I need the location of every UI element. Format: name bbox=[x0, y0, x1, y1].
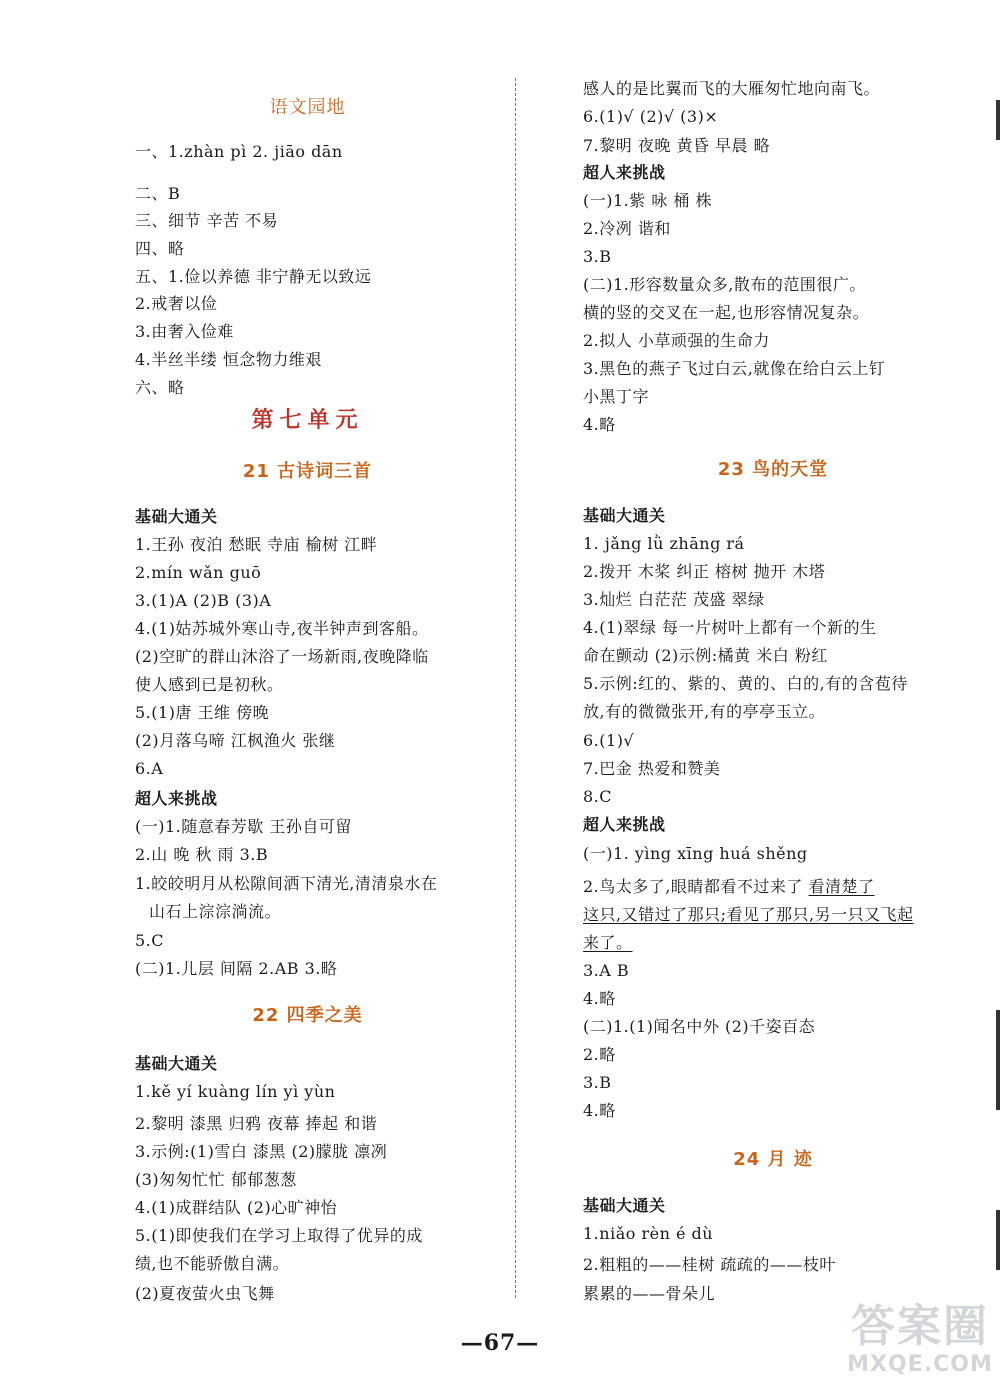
answer-line: 4.(1)成群结队 (2)心旷神怡 bbox=[135, 1198, 338, 1217]
answer-line: 3.A B bbox=[583, 961, 630, 980]
scan-edge-mark bbox=[996, 100, 1000, 140]
lesson-24-title: 24 月 迹 bbox=[733, 1149, 813, 1170]
watermark-url-text: MXQE.COM bbox=[847, 1352, 993, 1377]
answer-line: 3.B bbox=[583, 247, 612, 266]
answer-line: 绩,也不能骄傲自满。 bbox=[135, 1254, 290, 1273]
lesson-23-title: 23 鸟的天堂 bbox=[717, 459, 829, 480]
scan-edge-mark bbox=[996, 1210, 1000, 1270]
answer-line: 4.(1)翠绿 每一片树叶上都有一个新的生 bbox=[583, 618, 877, 637]
answer-line: 2.粗粗的——桂树 疏疏的——枝叶 bbox=[583, 1255, 836, 1274]
answer-line: 一、1.zhàn pì 2. jiāo dān bbox=[135, 142, 343, 161]
section-label-challenge: 超人来挑战 bbox=[583, 163, 666, 182]
page-number: —67— bbox=[460, 1330, 540, 1356]
answer-line: 二、B bbox=[135, 184, 181, 203]
answer-line: 三、细节 辛苦 不易 bbox=[135, 211, 279, 230]
column-divider bbox=[515, 78, 517, 1298]
answer-line: 2.戒奢以俭 bbox=[135, 294, 218, 313]
answer-line: (一)1.紫 咏 桶 株 bbox=[583, 191, 713, 210]
scan-edge-mark bbox=[996, 1010, 1000, 1110]
answer-line: 1. jǎng lǜ zhāng rá bbox=[583, 534, 745, 553]
answer-line: (一)1. yìng xīng huá shěng bbox=[583, 844, 808, 863]
answer-line: (2)夏夜萤火虫飞舞 bbox=[135, 1284, 275, 1303]
answer-line: (2)月落乌啼 江枫渔火 张继 bbox=[135, 731, 336, 750]
answer-line: 5.(1)即使我们在学习上取得了优异的成 bbox=[135, 1226, 423, 1245]
answer-line: 2.拟人 小草顽强的生命力 bbox=[583, 331, 770, 350]
site-watermark bbox=[845, 1302, 995, 1378]
answer-line: 7.巴金 热爱和赞美 bbox=[583, 759, 721, 778]
answer-line: 2.mín wǎn guō bbox=[135, 563, 262, 582]
answer-line: 3.B bbox=[583, 1073, 612, 1092]
answer-line: 使人感到已是初秋。 bbox=[135, 675, 284, 694]
answer-line: 2.黎明 漆黑 归鸦 夜幕 捧起 和谐 bbox=[135, 1114, 378, 1133]
answer-line: 3.由奢入俭难 bbox=[135, 322, 234, 341]
lesson-21-title: 21 古诗词三首 bbox=[242, 461, 373, 482]
answer-line: 3.灿烂 白茫茫 茂盛 翠绿 bbox=[583, 590, 765, 609]
answer-line: 横的竖的交叉在一起,也形容情况复杂。 bbox=[583, 303, 870, 322]
section-label-basics: 基础大通关 bbox=[135, 1054, 218, 1073]
section-label-challenge: 超人来挑战 bbox=[583, 815, 666, 834]
answer-line: 2.冷冽 谐和 bbox=[583, 219, 671, 238]
answer-line: 3.(1)A (2)B (3)A bbox=[135, 591, 272, 610]
unit-title: 第七单元 bbox=[251, 407, 364, 433]
answer-line: 2.略 bbox=[583, 1045, 616, 1064]
answer-line: (2)空旷的群山沐浴了一场新雨,夜晚降临 bbox=[135, 647, 429, 666]
answer-line: 命在颤动 (2)示例:橘黄 米白 粉红 bbox=[583, 646, 828, 665]
answer-line: 5.(1)唐 王维 傍晚 bbox=[135, 703, 270, 722]
answer-line: (二)1.(1)闻名中外 (2)千姿百态 bbox=[583, 1017, 816, 1036]
answer-line: 4.(1)姑苏城外寒山寺,夜半钟声到客船。 bbox=[135, 619, 429, 638]
answer-line: (一)1.随意春芳歇 王孙自可留 bbox=[135, 817, 352, 836]
answer-line: 1.王孙 夜泊 愁眠 寺庙 榆树 江畔 bbox=[135, 535, 378, 554]
answer-line: 6.A bbox=[135, 759, 164, 778]
answer-line: 2.拨开 木桨 纠正 榕树 抛开 木塔 bbox=[583, 562, 826, 581]
heading-yuwen-yuandi: 语文园地 bbox=[269, 97, 346, 118]
answer-line: 6.(1)√ (2)√ (3)× bbox=[583, 107, 719, 126]
underlined-answer-line: 这只,又错过了那只;看见了那只,另一只又飞起 bbox=[583, 905, 914, 924]
answer-line: 4.略 bbox=[583, 415, 616, 434]
answer-line: 五、1.俭以养德 非宁静无以致远 bbox=[135, 267, 372, 286]
answer-line: (3)匆匆忙忙 郁郁葱葱 bbox=[135, 1170, 297, 1189]
answer-line: 小黑丁字 bbox=[583, 387, 650, 406]
lesson-22-title: 22 四季之美 bbox=[252, 1005, 363, 1026]
answer-line: 放,有的微微张开,有的亭亭玉立。 bbox=[583, 702, 826, 721]
answer-line: 感人的是比翼而飞的大雁匆忙地向南飞。 bbox=[583, 79, 881, 98]
answer-line: 3.黑色的燕子飞过白云,就像在给白云上钉 bbox=[583, 359, 886, 378]
answer-line: 5.C bbox=[135, 931, 165, 950]
answer-text: 2.鸟太多了,眼睛都看不过来了 bbox=[583, 877, 809, 896]
answer-line: 4.半丝半缕 恒念物力维艰 bbox=[135, 350, 322, 369]
answer-line: 1.niǎo rèn é dù bbox=[583, 1224, 714, 1243]
answer-line: 5.示例:红的、紫的、黄的、白的,有的含苞待 bbox=[583, 674, 908, 693]
section-label-basics: 基础大通关 bbox=[583, 506, 666, 525]
answer-line: 累累的——骨朵儿 bbox=[583, 1284, 716, 1303]
underlined-answer-line: 来了。 bbox=[583, 933, 633, 952]
section-label-challenge: 超人来挑战 bbox=[135, 789, 218, 808]
answer-line: 2.山 晚 秋 雨 3.B bbox=[135, 845, 269, 864]
answer-line: 四、略 bbox=[135, 239, 185, 258]
answer-line: 1.kě yí kuàng lín yì yùn bbox=[135, 1082, 336, 1101]
answer-line bbox=[583, 876, 874, 898]
answer-line: 山石上淙淙淌流。 bbox=[149, 902, 282, 921]
section-label-basics: 基础大通关 bbox=[135, 507, 218, 526]
answer-line: 4.略 bbox=[583, 989, 616, 1008]
underlined-text: 看清楚了 bbox=[808, 877, 875, 896]
watermark-logo-text: 答案圈 bbox=[851, 1301, 989, 1352]
answer-line: 7.黎明 夜晚 黄昏 早晨 略 bbox=[583, 136, 771, 155]
answer-line: 6.(1)√ bbox=[583, 731, 635, 750]
answer-line: (二)1.形容数量众多,散布的范围很广。 bbox=[583, 275, 866, 294]
section-label-basics: 基础大通关 bbox=[583, 1196, 666, 1215]
answer-line: (二)1.儿层 间隔 2.AB 3.略 bbox=[135, 959, 338, 978]
answer-line: 1.皎皎明月从松隙间洒下清光,清清泉水在 bbox=[135, 874, 438, 893]
answer-line: 六、略 bbox=[135, 378, 185, 397]
answer-line: 4.略 bbox=[583, 1101, 616, 1120]
answer-line: 3.示例:(1)雪白 漆黑 (2)朦胧 凛冽 bbox=[135, 1142, 388, 1161]
answer-line: 8.C bbox=[583, 787, 613, 806]
